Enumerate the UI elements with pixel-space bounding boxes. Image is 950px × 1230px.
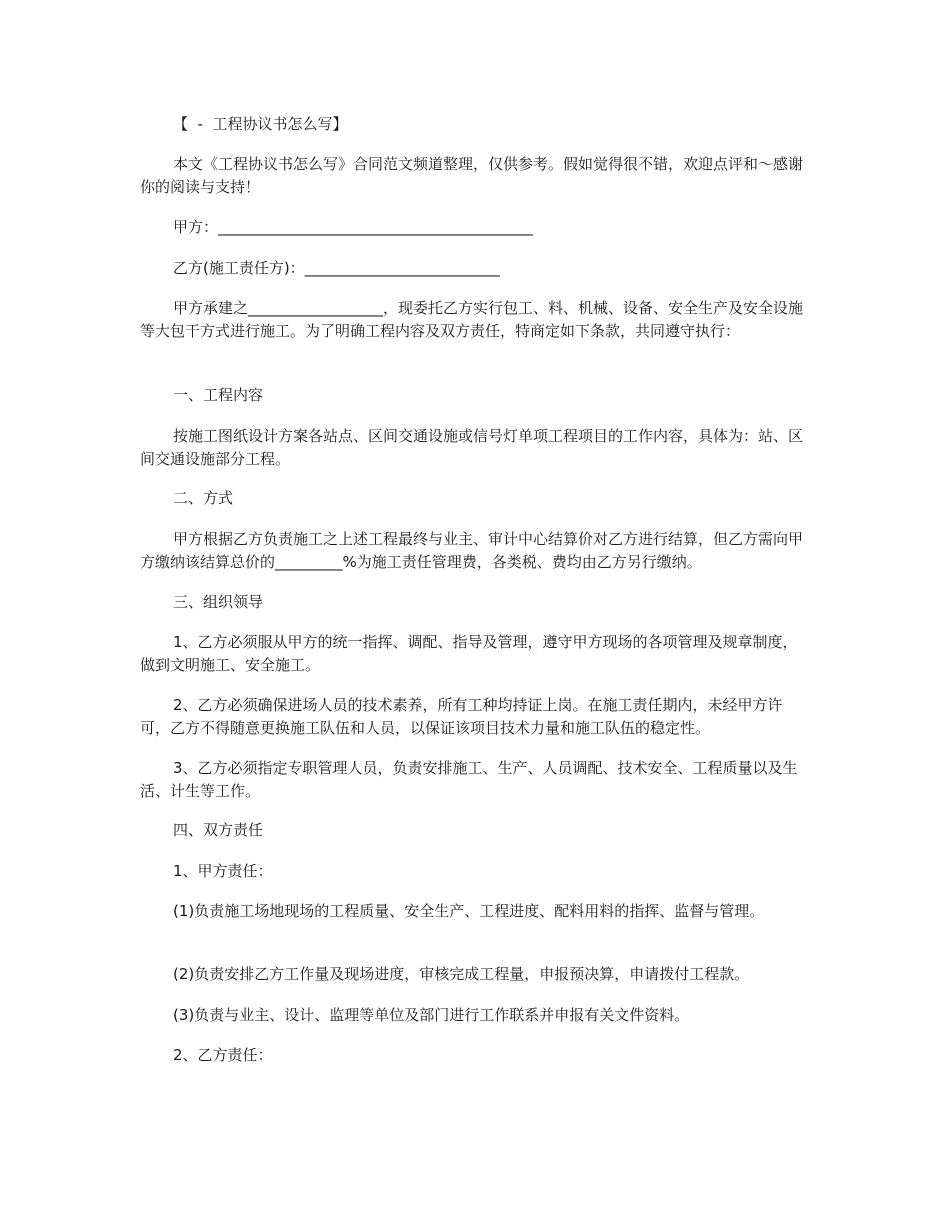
document-title: 【 - 工程协议书怎么写】 xyxy=(173,115,348,133)
party-a-line: 甲方：__________________________________________ xyxy=(173,218,534,236)
section-3-item-2: 2、乙方必须确保进场人员的技术素养，所有工种均持证上岗。在施工责任期内，未经甲方许可，乙方不得随意更换施工队伍和人员，以保证该项目技术力量和施工队伍的稳定性。 xyxy=(140,696,783,737)
section-heading-3: 三、组织领导 xyxy=(173,593,264,611)
party-b-duties-heading: 2、乙方责任： xyxy=(173,1046,273,1064)
intro-paragraph: 本文《工程协议书怎么写》合同范文频道整理，仅供参考。假如觉得很不错，欢迎点评和～感谢你的阅读与支持！ xyxy=(140,155,804,196)
section-heading-4: 四、双方责任 xyxy=(173,821,264,839)
party-a-duty-2: (2)负责安排乙方工作量及现场进度，审核完成工程量，申报预决算，申请拨付工程款。 xyxy=(173,965,750,983)
party-a-duties-heading: 1、甲方责任： xyxy=(173,862,273,880)
section-3-item-3: 3、乙方必须指定专职管理人员，负责安排施工、生产、人员调配、技术安全、工程质量以及生活、计生等工作。 xyxy=(140,759,798,800)
party-a-duty-3: (3)负责与业主、设计、监理等单位及部门进行工作联系并申报有关文件资料。 xyxy=(173,1006,690,1024)
party-b-line: 乙方(施工责任方)：__________________________ xyxy=(173,259,500,277)
section-heading-2: 二、方式 xyxy=(173,489,234,507)
section-2-body: 甲方根据乙方负责施工之上述工程最终与业主、审计中心结算价对乙方进行结算，但乙方需向甲方缴纳该结算总价的_________%为施工责任管理费，各类税、费均由乙方另行缴纳。 xyxy=(140,530,804,571)
contract-preamble: 甲方承建之__________________，现委托乙方实行包工、料、机械、设备、安全生产及安全设施等大包干方式进行施工。为了明确工程内容及双方责任，特商定如下条款，共同遵守执行： xyxy=(140,299,804,340)
party-a-duty-1: (1)负责施工场地现场的工程质量、安全生产、工程进度、配料用料的指挥、监督与管理。 xyxy=(173,902,765,920)
section-heading-1: 一、工程内容 xyxy=(173,386,264,404)
section-3-item-1: 1、乙方必须服从甲方的统一指挥、调配、指导及管理，遵守甲方现场的各项管理及规章制度，做到文明施工、安全施工。 xyxy=(140,633,798,674)
section-1-body: 按施工图纸设计方案各站点、区间交通设施或信号灯单项工程项目的工作内容，具体为：站、区间交通设施部分工程。 xyxy=(140,427,804,468)
